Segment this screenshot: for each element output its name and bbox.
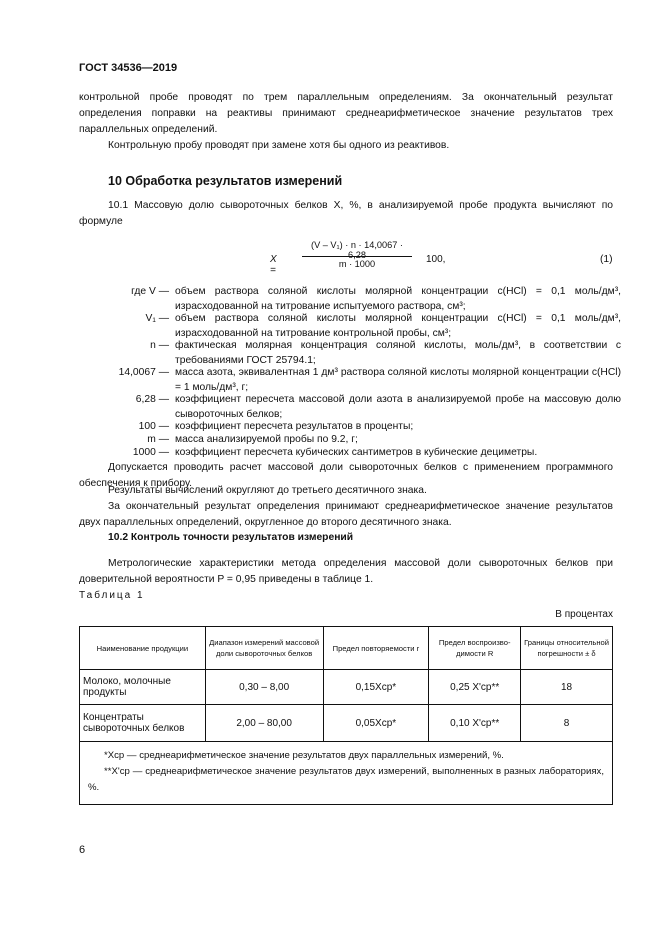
table-header-row	[80, 627, 613, 670]
definition-text: коэффициент пересчета массовой доли азота в анализируемой пробе на массовую долю сывороточных белков;	[175, 394, 621, 420]
table-row	[80, 705, 613, 742]
definition-text: масса азота, эквивалентная 1 дм³ раствора соляной кислоты молярной концентрации c(HCl) = 1 моль/дм³, г;	[175, 367, 621, 393]
cell-error: 8	[521, 705, 613, 742]
definition-symbol: n —	[150, 340, 169, 351]
definition-symbol: 14,0067 —	[118, 367, 169, 378]
paragraph-final-result: За окончательный результат определения принимают среднеарифметическое значение результатов двух параллельных определений, округленное до второго десятичного знака.	[79, 501, 613, 528]
cell-product: Концентраты сывороточных белков	[80, 705, 206, 742]
definition-symbol: 1000 —	[132, 447, 169, 458]
definition-symbol: 100 —	[138, 421, 169, 432]
formula-lhs: X =	[270, 254, 277, 276]
cell-reproducibility: 0,10 X'ср**	[429, 705, 521, 742]
formula-numerator: (V – V₁) · n · 14,0067 · 6,28	[311, 240, 403, 260]
formula-number: (1)	[600, 254, 613, 265]
definition-text: фактическая молярная концентрация соляной кислоты, моль/дм³, в соответствии с требованиями ГОСТ 25794.1;	[175, 340, 621, 366]
cell-range: 2,00 – 80,00	[205, 705, 323, 742]
definition-text: масса анализируемой пробы по 9.2, г;	[175, 434, 358, 445]
metrology-table	[79, 626, 613, 805]
definition-text: объем раствора соляной кислоты молярной концентрации c(HCl) = 0,1 моль/дм³, израсходованной на титрование испытуемого раствора, см³;	[175, 286, 621, 312]
standard-header: ГОСТ 34536—2019	[79, 62, 178, 74]
definition-text: объем раствора соляной кислоты молярной концентрации c(HCl) = 0,1 моль/дм³, израсходованной на титрование контрольной пробы, см³;	[175, 313, 621, 339]
cell-product: Молоко, молочные продукты	[80, 670, 206, 705]
fraction-bar	[302, 256, 412, 257]
cell-error: 18	[521, 670, 613, 705]
paragraph-10-1: 10.1 Массовую долю сывороточных белков X, %, в анализируемой пробе продукта вычисляют по формуле	[79, 200, 613, 227]
formula-tail: 100,	[426, 254, 446, 265]
definition-symbol: V₁ —	[145, 313, 169, 324]
header-reproducibility: Предел воспроизво-димости R	[429, 627, 521, 670]
cell-reproducibility: 0,25 X'ср**	[429, 670, 521, 705]
header-range: Диапазон измерений массовой доли сывороточных белков	[205, 627, 323, 670]
table-units: В процентах	[555, 609, 613, 620]
definition-symbol: 6,28 —	[135, 394, 169, 405]
table-note-1: *Xср — среднеарифметическое значение результатов двух параллельных измерений, %.	[104, 750, 504, 761]
intro-paragraph-2: Контрольную пробу проводят при замене хотя бы одного из реактивов.	[108, 140, 450, 151]
table-caption: Таблица 1	[79, 590, 145, 601]
table-notes	[80, 742, 613, 805]
section-10-title: 10 Обработка результатов измерений	[108, 174, 343, 188]
header-repeatability: Предел повторяемости r	[323, 627, 429, 670]
paragraph-10-2: Метрологические характеристики метода определения массовой доли сывороточных белков при доверительной вероятности P = 0,95 приведены в таблице 1.	[79, 558, 613, 585]
header-product: Наименование продукции	[80, 627, 206, 670]
paragraph-software: Допускается проводить расчет массовой доли сывороточных белков с применением программного обеспечения к прибору.	[79, 462, 613, 489]
definition-symbol: m —	[147, 434, 169, 445]
table-notes-row	[80, 742, 613, 805]
intro-paragraph-1: контрольной пробе проводят по трем параллельным определениям. За окончательный результат определения поправки на реактивы принимают среднеарифметическое значение результатов трех параллельных определений.	[79, 92, 613, 135]
table-note-2: **X'ср — среднеарифметическое значение результатов двух измерений, выполненных в разных лабораториях, %.	[88, 766, 604, 793]
section-10-2-title: 10.2 Контроль точности результатов измерений	[108, 532, 354, 543]
table-row	[80, 670, 613, 705]
definition-text: коэффициент пересчета результатов в проценты;	[175, 421, 414, 432]
cell-repeatability: 0,05Xср*	[323, 705, 429, 742]
cell-range: 0,30 – 8,00	[205, 670, 323, 705]
paragraph-rounding: Результаты вычислений округляют до третьего десятичного знака.	[108, 485, 427, 496]
cell-repeatability: 0,15Xср*	[323, 670, 429, 705]
definition-symbol: где V —	[131, 286, 169, 297]
page-number: 6	[79, 844, 86, 856]
definitions-list	[79, 284, 621, 458]
header-error-bounds: Границы относительной погрешности ± δ	[521, 627, 613, 670]
definition-text: коэффициент пересчета кубических сантиметров в кубические дециметры.	[175, 447, 538, 458]
formula-denominator: m · 1000	[338, 259, 376, 269]
